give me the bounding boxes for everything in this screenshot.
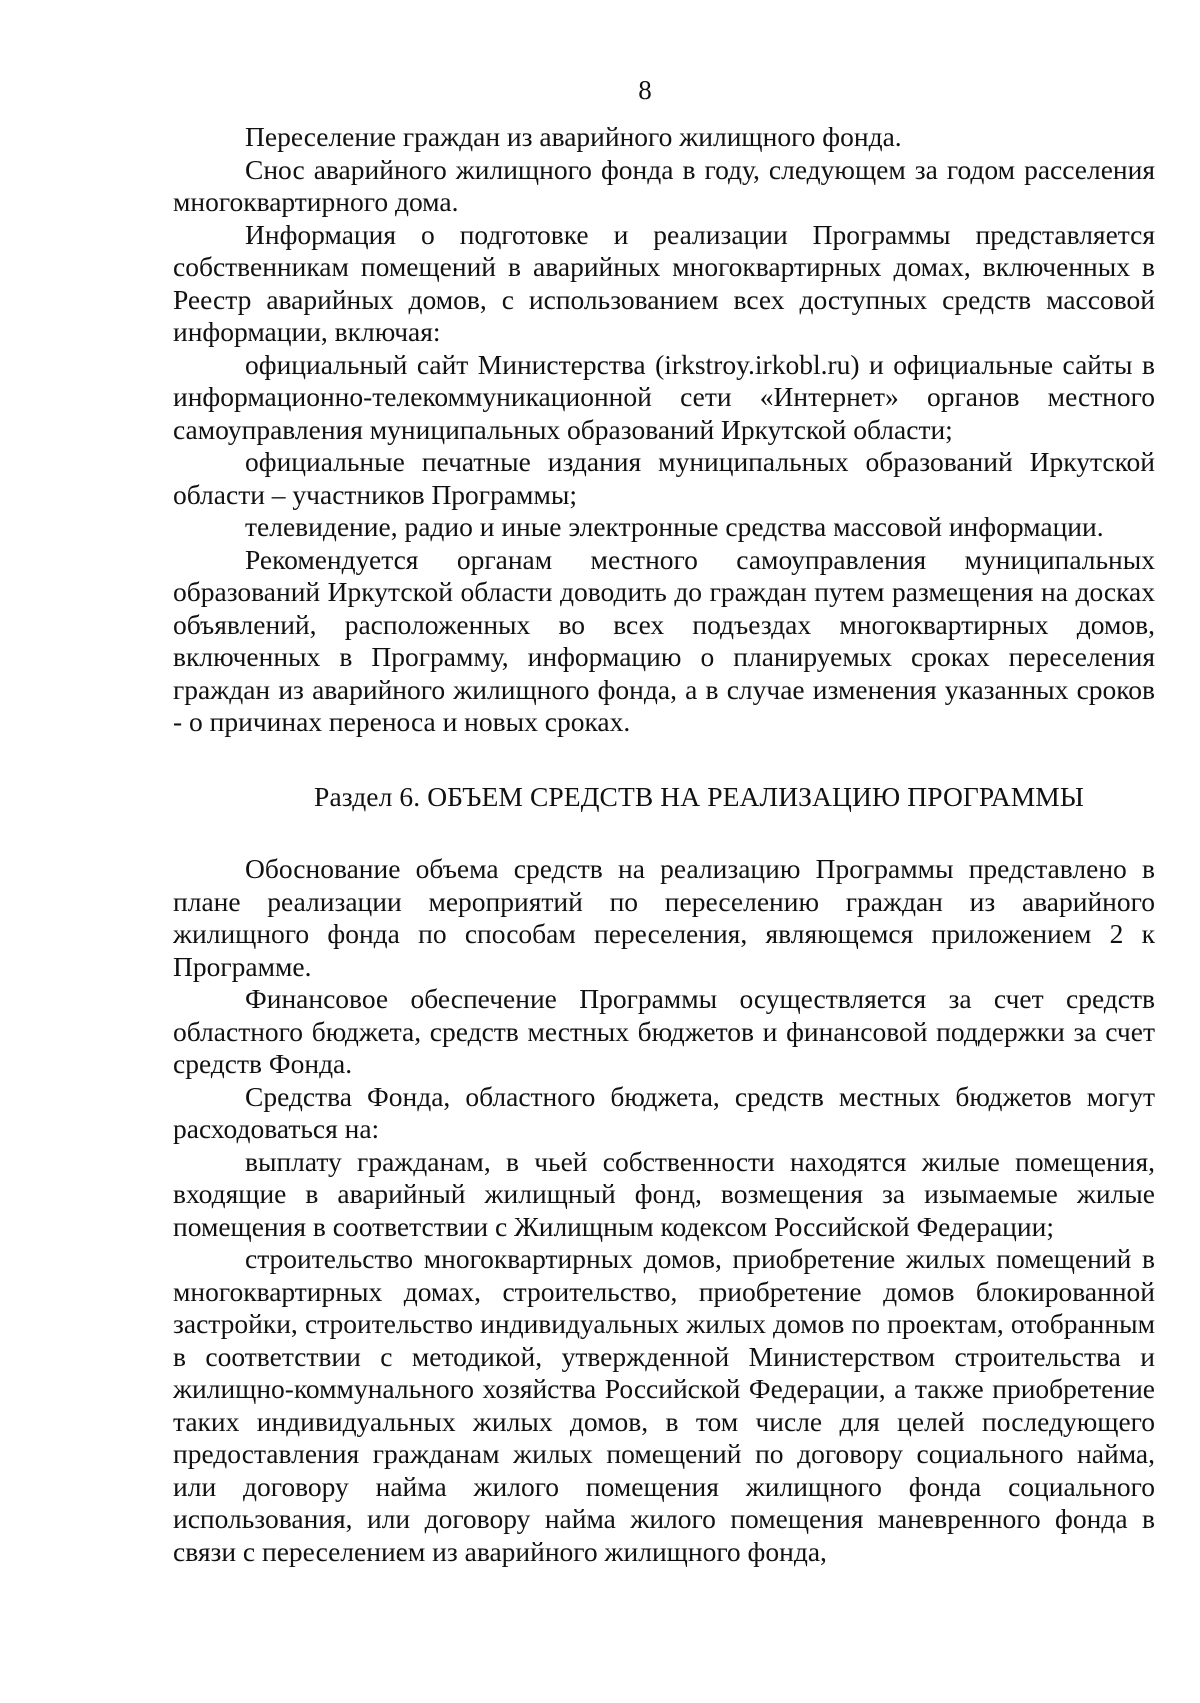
paragraph-compensation-payment: выплату гражданам, в чьей собственности находятся жилые помещения, входящие в аварийный жилищный фонд, возмещения за изымаемые жилые помещения в соответствии с Жилищным кодексом Российской Федерации; (173, 1145, 1155, 1242)
paragraph-funds-usage: Средства Фонда, областного бюджета, средств местных бюджетов могут расходоваться на: (173, 1080, 1155, 1144)
paragraph-recommendation: Рекомендуется органам местного самоуправления муниципальных образований Иркутской области доводить до граждан путем размещения на досках объявлений, расположенных во всех подъездах многоквартирных домов, включенных в Программу, информацию о планируемых сроках переселения граждан из аварийного жилищного фонда, а в случае изменения указанных сроков - о причинах переноса и новых сроках. (173, 543, 1155, 737)
paragraph-resettlement: Переселение граждан из аварийного жилищного фонда. (245, 121, 902, 152)
document-body (173, 121, 1155, 1568)
paragraph-demolition: Снос аварийного жилищного фонда в году, следующем за годом расселения многоквартирного дома. (173, 153, 1155, 217)
paragraph-financial-support: Финансовое обеспечение Программы осуществляется за счет средств областного бюджета, средств местных бюджетов и финансовой поддержки за счет средств Фонда. (173, 983, 1155, 1079)
page-number: 8 (638, 75, 652, 105)
section-heading: Раздел 6. ОБЪЕМ СРЕДСТВ НА РЕАЛИЗАЦИЮ ПРОГРАММЫ (314, 780, 1084, 812)
paragraph-tv-radio: телевидение, радио и иные электронные средства массовой информации. (245, 511, 1104, 542)
paragraph-print-publications: официальные печатные издания муниципальных образований Иркутской области – участников Программы; (173, 446, 1155, 510)
paragraph-construction: строительство многоквартирных домов, приобретение жилых помещений в многоквартирных домах, строительство, приобретение домов блокированной застройки, строительство индивидуальных жилых домов по проектам, отобранным в соответствии с методикой, утвержденной Министерством строительства и жилищно-коммунального хозяйства Российской Федерации, а также приобретение таких индивидуальных жилых домов, в том числе для целей последующего предоставления гражданам жилых помещений по договору социального найма, или договору найма жилого помещения жилищного фонда социального использования, или договору найма жилого помещения маневренного фонда в связи с переселением из аварийного жилищного фонда, (173, 1243, 1155, 1567)
paragraph-official-websites: официальный сайт Министерства (irkstroy.irkobl.ru) и официальные сайты в информационно-телекоммуникационной сети «Интернет» органов местного самоуправления муниципальных образований Иркутской области; (173, 348, 1155, 445)
paragraph-information-provision: Информация о подготовке и реализации Программы представляется собственникам помещений в аварийных многоквартирных домах, включенных в Реестр аварийных домов, с использованием всех доступных средств массовой информации, включая: (173, 218, 1155, 347)
paragraph-funding-justification: Обоснование объема средств на реализацию Программы представлено в плане реализации мероприятий по переселению граждан из аварийного жилищного фонда по способам переселения, являющемся приложением 2 к Программе. (173, 853, 1155, 982)
